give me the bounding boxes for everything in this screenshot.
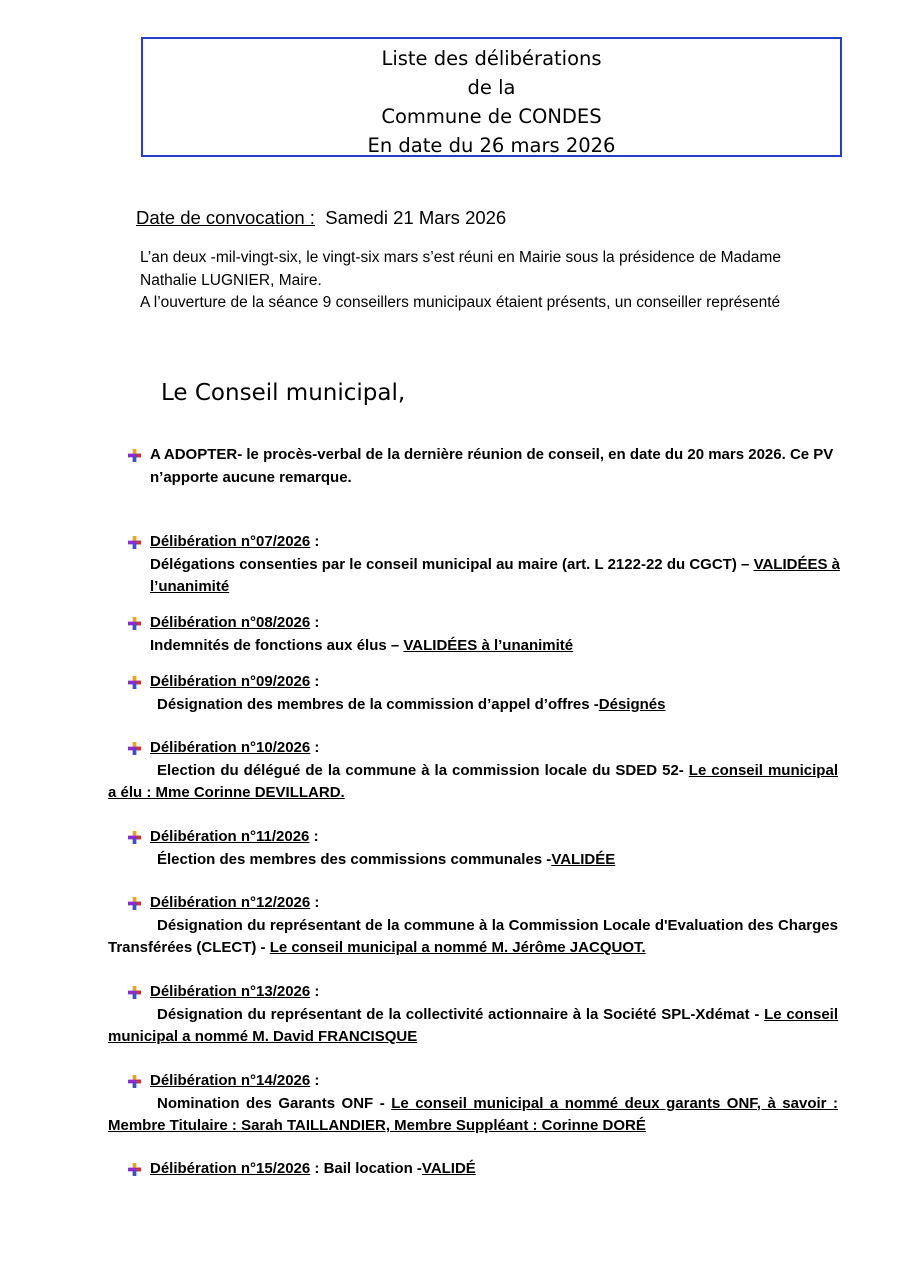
deliberation-title: Délibération n°07/2026 — [150, 533, 311, 550]
deliberation-result: VALIDÉES à l’unanimité — [150, 555, 840, 595]
bullet-icon — [128, 536, 141, 549]
bullet-icon — [128, 742, 141, 755]
bullet-icon — [128, 986, 141, 999]
item-adopt — [128, 444, 840, 489]
bullet-icon — [128, 617, 141, 630]
title-line-2: de la — [467, 76, 516, 99]
deliberation-15 — [128, 1158, 840, 1181]
deliberation-colon: : Bail location - — [310, 1160, 422, 1177]
adopt-text: A ADOPTER- le procès-verbal de la dernière réunion de conseil, en date du 20 mars 2026. Ce PV n’apporte aucune remarque. — [150, 446, 834, 486]
bullet-icon — [128, 449, 141, 462]
bullet-icon — [128, 831, 141, 844]
deliberation-desc: Désignation du représentant de la commune à la Commission Locale d'Evaluation des Charges Transférées (CLECT) - — [108, 916, 838, 956]
deliberation-desc: Délégations consenties par le conseil municipal au maire (art. L 2122-22 du CGCT) – — [150, 555, 754, 573]
deliberation-title: Délibération n°13/2026 — [150, 983, 311, 1000]
bullet-icon — [128, 1075, 141, 1088]
convocation-line — [136, 207, 506, 229]
deliberation-desc: Nomination des Garants ONF - — [157, 1094, 392, 1112]
title-line-3: Commune de CONDES — [381, 105, 602, 128]
deliberation-colon: : — [310, 614, 320, 631]
convocation-date: Samedi 21 Mars 2026 — [325, 207, 507, 228]
deliberation-title: Délibération n°11/2026 — [150, 828, 310, 845]
deliberation-12 — [108, 892, 838, 960]
deliberation-title: Délibération n°12/2026 — [150, 894, 311, 911]
deliberation-title: Délibération n°14/2026 — [150, 1072, 311, 1089]
deliberation-colon: : — [310, 533, 320, 550]
deliberation-13 — [108, 981, 838, 1049]
deliberation-14 — [108, 1070, 838, 1138]
deliberation-09 — [128, 671, 840, 716]
deliberation-desc: Désignation des membres de la commission d’appel d’offres - — [157, 695, 599, 713]
deliberation-colon: : — [309, 828, 319, 845]
deliberation-result: Le conseil municipal a nommé M. Jérôme JACQUOT. — [269, 939, 646, 956]
deliberation-colon: : — [310, 739, 320, 756]
deliberation-08 — [128, 612, 840, 657]
deliberation-result: VALIDÉ — [421, 1160, 476, 1177]
bullet-icon — [128, 897, 141, 910]
deliberation-result: Désignés — [598, 695, 666, 713]
deliberation-colon: : — [310, 983, 320, 1000]
deliberation-title: Délibération n°10/2026 — [150, 739, 311, 756]
document-title-box — [141, 37, 842, 157]
deliberation-colon: : — [310, 894, 320, 911]
deliberation-result: Le conseil municipal a nommé deux garants ONF, à savoir : Membre Titulaire : Sarah TAILLANDIER, Membre Suppléant : Corinne DORÉ — [108, 1094, 838, 1134]
deliberation-title: Délibération n°15/2026 — [150, 1160, 311, 1177]
deliberation-result: VALIDÉES à l’unanimité — [403, 636, 574, 654]
deliberation-11 — [128, 826, 840, 871]
convocation-label: Date de convocation : — [136, 207, 315, 228]
title-line-1: Liste des délibérations — [381, 47, 602, 70]
deliberation-result: VALIDÉE — [551, 850, 616, 868]
intro-line-2: A l’ouverture de la séance 9 conseillers municipaux étaient présents, un conseiller représenté — [140, 294, 781, 311]
deliberation-10 — [108, 737, 838, 805]
title-line-4: En date du 26 mars 2026 — [367, 134, 616, 157]
deliberation-desc: Désignation du représentant de la collectivité actionnaire à la Société SPL-Xdémat - — [157, 1005, 765, 1023]
intro-line-1: L’an deux -mil-vingt-six, le vingt-six mars s’est réuni en Mairie sous la présidence de Madame Nathalie LUGNIER, Maire. — [140, 249, 781, 289]
deliberation-title: Délibération n°08/2026 — [150, 614, 311, 631]
deliberation-colon: : — [310, 1072, 320, 1089]
deliberation-title: Délibération n°09/2026 — [150, 673, 311, 690]
deliberation-desc: Election du délégué de la commune à la commission locale du SDED 52- — [157, 761, 689, 779]
deliberation-colon: : — [310, 673, 320, 690]
intro-paragraph — [140, 247, 790, 315]
council-heading: Le Conseil municipal, — [161, 380, 406, 406]
bullet-icon — [128, 676, 141, 689]
deliberation-07 — [128, 531, 840, 599]
deliberation-desc: Indemnités de fonctions aux élus – — [150, 636, 404, 654]
deliberation-desc: Élection des membres des commissions communales - — [157, 850, 552, 868]
bullet-icon — [128, 1163, 141, 1176]
deliberation-result: Le conseil municipal a élu : Mme Corinne DEVILLARD. — [108, 761, 838, 801]
deliberation-result: Le conseil municipal a nommé M. David FRANCISQUE — [108, 1005, 839, 1045]
